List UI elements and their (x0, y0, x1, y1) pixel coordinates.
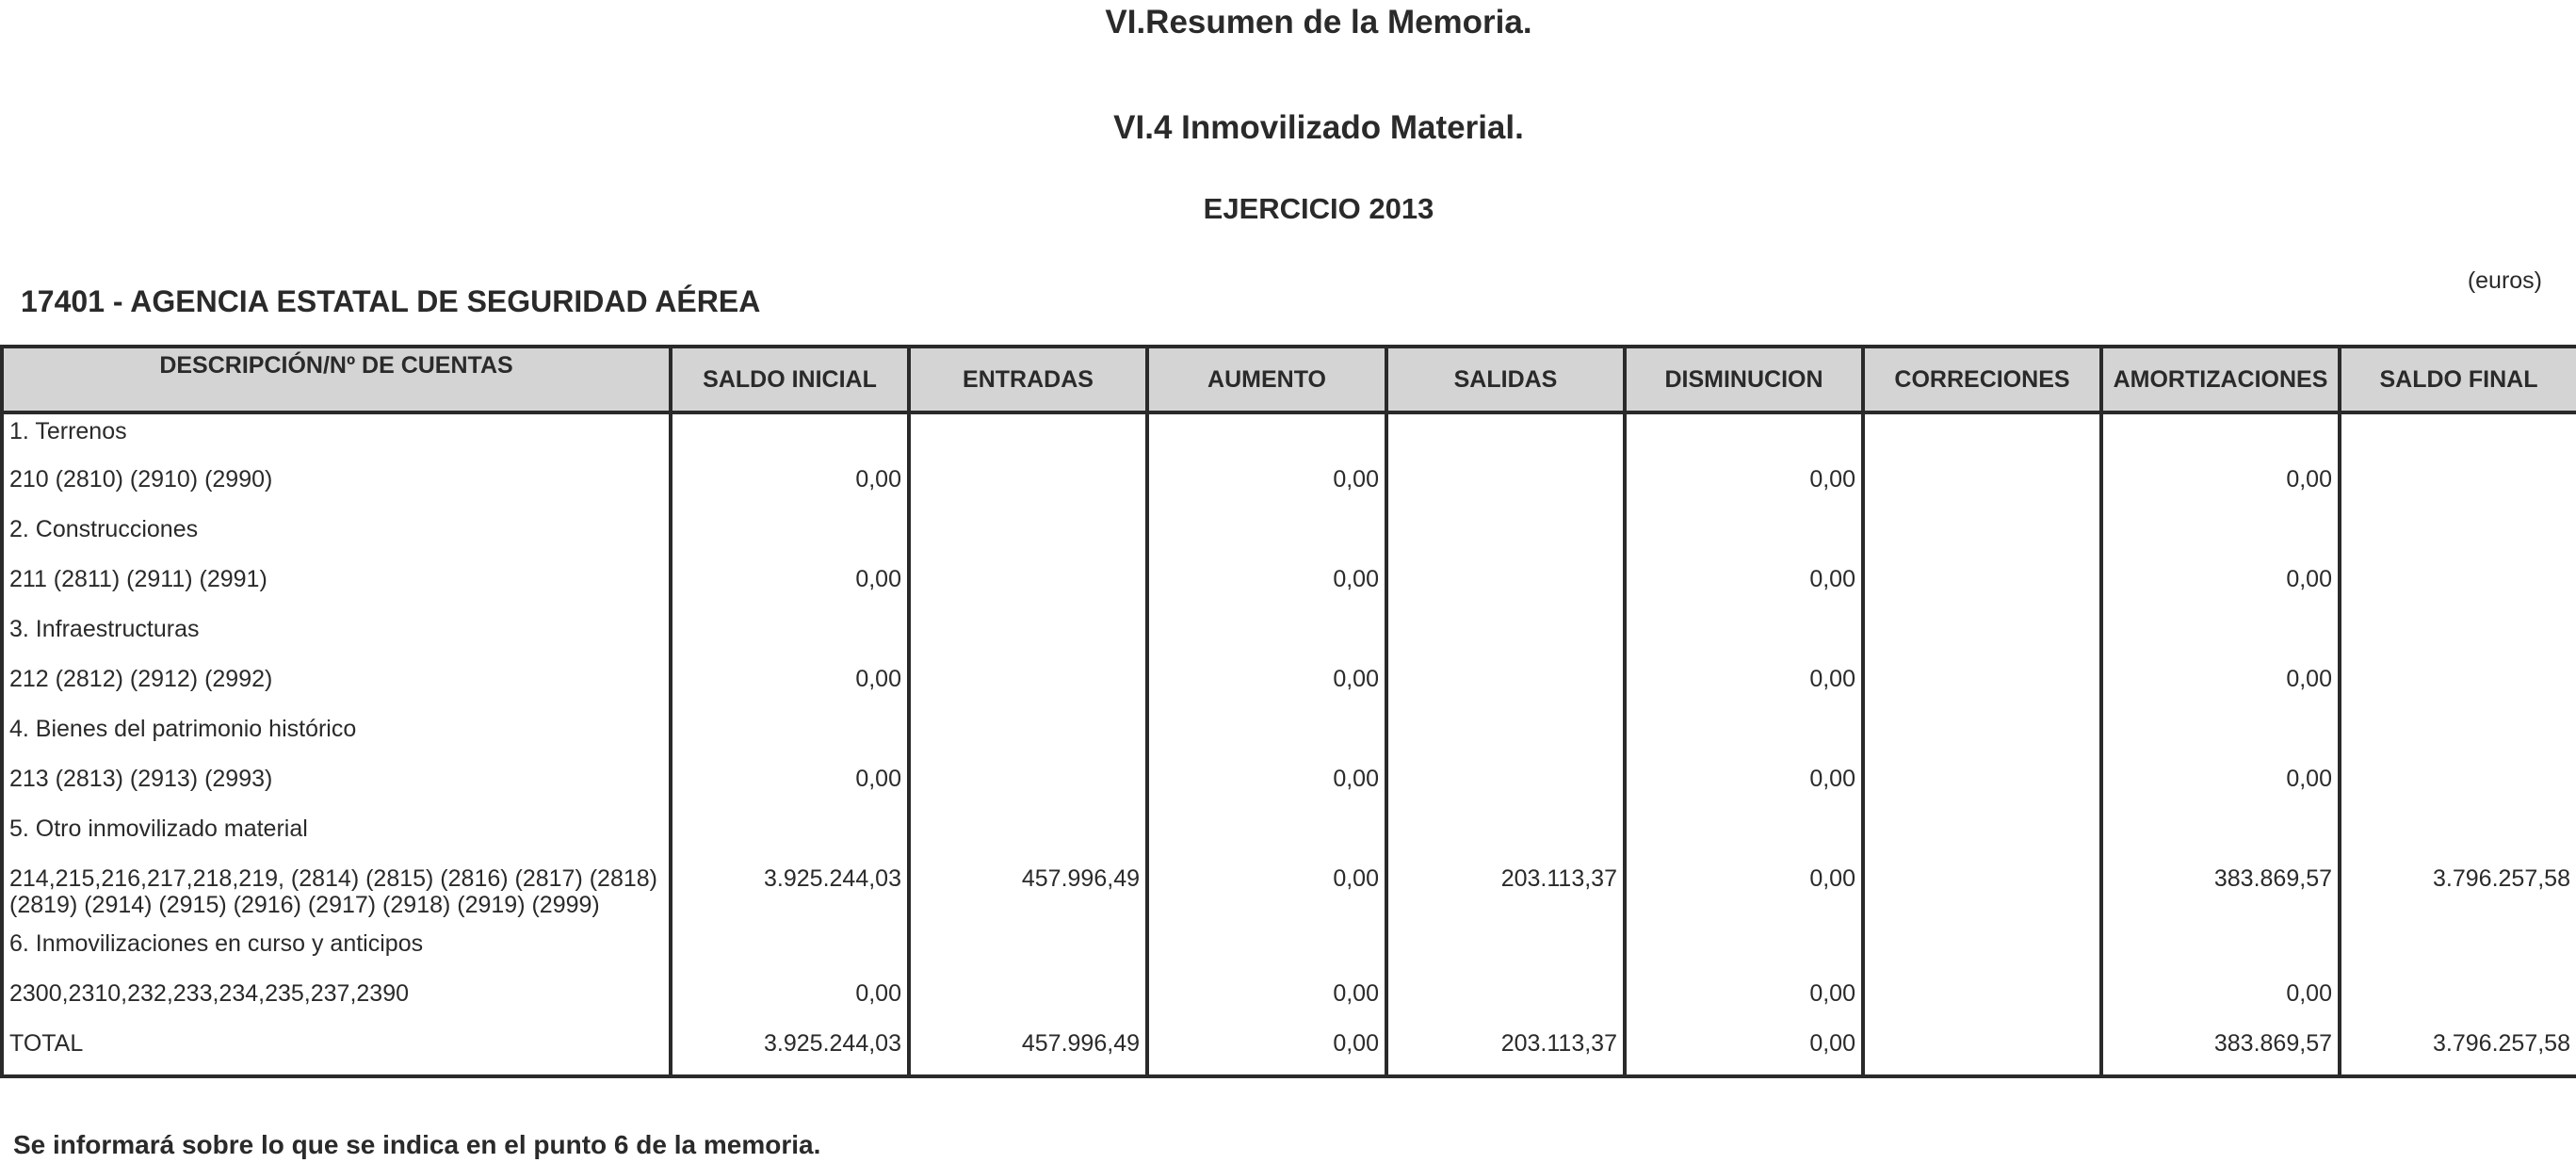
table-cell-value (2340, 562, 2576, 612)
table-cell-value (909, 412, 1147, 462)
table-row (2, 977, 2576, 1026)
table-cell-value (671, 512, 909, 562)
table-cell-value (1863, 977, 2101, 1026)
table-cell-value (2340, 662, 2576, 712)
table-cell-value (1863, 762, 2101, 812)
table-cell-description: 214,215,216,217,218,219, (2814) (2815) (2816) (2817) (2818) (2819) (2914) (2915) (2916) (2917) (2918) (2919) (2999) (2, 862, 671, 927)
table-cell-value (2101, 927, 2340, 977)
table-cell-value (1863, 462, 2101, 512)
table-cell-value (2101, 512, 2340, 562)
table-body (2, 412, 2576, 1076)
table-cell-value (909, 977, 1147, 1026)
table-cell-value (909, 812, 1147, 862)
table-cell-value (1863, 927, 2101, 977)
table-cell-value: 0,00 (1147, 462, 1386, 512)
table-cell-value (1147, 712, 1386, 762)
table-cell-value (1386, 977, 1625, 1026)
table-cell-value: 203.113,37 (1386, 1026, 1625, 1076)
column-header-aumento: AUMENTO (1147, 347, 1386, 412)
table-cell-description: 1. Terrenos (2, 412, 671, 462)
table-cell-description: 213 (2813) (2913) (2993) (2, 762, 671, 812)
table-cell-value (1863, 662, 2101, 712)
table-cell-value: 3.925.244,03 (671, 1026, 909, 1076)
table-cell-value (671, 927, 909, 977)
column-header-saldo-inicial: SALDO INICIAL (671, 347, 909, 412)
column-header-correciones: CORRECIONES (1863, 347, 2101, 412)
table-cell-value (1625, 612, 1863, 662)
table-cell-value: 0,00 (671, 662, 909, 712)
table-cell-value: 0,00 (1625, 862, 1863, 927)
table-row (2, 562, 2576, 612)
table-cell-value (1625, 812, 1863, 862)
column-header-description: DESCRIPCIÓN/Nº DE CUENTAS (2, 347, 671, 412)
table-row (2, 812, 2576, 862)
table-cell-value: 0,00 (1147, 862, 1386, 927)
table-cell-description: 2300,2310,232,233,234,235,237,2390 (2, 977, 671, 1026)
table-cell-value: 0,00 (1625, 562, 1863, 612)
table-row (2, 412, 2576, 462)
table-cell-value (1147, 612, 1386, 662)
table-cell-value (1863, 812, 2101, 862)
table-cell-value (1863, 412, 2101, 462)
table-cell-value (909, 462, 1147, 512)
table-cell-value (2101, 812, 2340, 862)
table-row (2, 762, 2576, 812)
page-title: VI.Resumen de la Memoria. (1105, 4, 1532, 40)
table-cell-value (1863, 862, 2101, 927)
table-cell-value: 0,00 (2101, 462, 2340, 512)
table-total-row (2, 1026, 2576, 1076)
exercise-year: EJERCICIO 2013 (1203, 192, 1434, 225)
table-cell-value (1625, 927, 1863, 977)
table-cell-value (1147, 812, 1386, 862)
table-cell-value: 0,00 (1625, 662, 1863, 712)
table-cell-value (2340, 462, 2576, 512)
table-cell-value (671, 812, 909, 862)
table-cell-value (909, 662, 1147, 712)
table-cell-value (1386, 562, 1625, 612)
table-cell-value (909, 512, 1147, 562)
table-cell-value (2340, 927, 2576, 977)
table-cell-description: 211 (2811) (2911) (2991) (2, 562, 671, 612)
table-cell-description: 210 (2810) (2910) (2990) (2, 462, 671, 512)
table-cell-value (2340, 712, 2576, 762)
table-cell-value: 0,00 (1625, 462, 1863, 512)
table-cell-value (1147, 512, 1386, 562)
table-cell-value (1386, 712, 1625, 762)
table-row (2, 712, 2576, 762)
table-cell-value (671, 412, 909, 462)
table-cell-value: 203.113,37 (1386, 862, 1625, 927)
table-cell-value: 0,00 (1147, 1026, 1386, 1076)
table-cell-value (1863, 562, 2101, 612)
table-cell-value: 0,00 (1147, 662, 1386, 712)
table-cell-value (1863, 512, 2101, 562)
currency-units: (euros) (2467, 267, 2542, 294)
table-cell-value (2340, 762, 2576, 812)
table-cell-value (1863, 612, 2101, 662)
table-cell-value (2340, 512, 2576, 562)
table-cell-value: 0,00 (1625, 762, 1863, 812)
table-cell-value (1625, 512, 1863, 562)
table-cell-value: 0,00 (671, 762, 909, 812)
table-cell-description: 3. Infraestructuras (2, 612, 671, 662)
table-cell-value (909, 712, 1147, 762)
column-header-amortizaciones: AMORTIZACIONES (2101, 347, 2340, 412)
column-header-entradas: ENTRADAS (909, 347, 1147, 412)
table-cell-value (1386, 462, 1625, 512)
entity-name: 17401 - AGENCIA ESTATAL DE SEGURIDAD AÉREA (21, 284, 761, 318)
table-row (2, 862, 2576, 927)
table-cell-value (2101, 712, 2340, 762)
footer-note: Se informará sobre lo que se indica en el punto 6 de la memoria. (13, 1130, 821, 1159)
table-cell-value (909, 612, 1147, 662)
table-cell-value: 0,00 (2101, 662, 2340, 712)
column-header-disminucion: DISMINUCION (1625, 347, 1863, 412)
table-cell-value (1386, 412, 1625, 462)
column-header-saldo-final: SALDO FINAL (2340, 347, 2576, 412)
table-cell-value: 0,00 (671, 562, 909, 612)
table-cell-value: 0,00 (2101, 977, 2340, 1026)
table-header-row (2, 347, 2576, 412)
table-cell-value: 457.996,49 (909, 1026, 1147, 1076)
table-cell-value (1147, 412, 1386, 462)
table-cell-value (2340, 812, 2576, 862)
table-row (2, 662, 2576, 712)
table-cell-value (909, 762, 1147, 812)
table-cell-value: 0,00 (2101, 562, 2340, 612)
table-row (2, 462, 2576, 512)
table-cell-value: 0,00 (2101, 762, 2340, 812)
table-row (2, 512, 2576, 562)
table-cell-value (1625, 412, 1863, 462)
table-cell-description: 4. Bienes del patrimonio histórico (2, 712, 671, 762)
table-cell-value (2340, 412, 2576, 462)
table-cell-value: 3.796.257,58 (2340, 1026, 2576, 1076)
table-cell-value: 0,00 (1147, 762, 1386, 812)
table-cell-value (1147, 927, 1386, 977)
table-row (2, 927, 2576, 977)
table-cell-value (1386, 762, 1625, 812)
section-subtitle: VI.4 Inmovilizado Material. (1113, 109, 1524, 146)
table-cell-description: TOTAL (2, 1026, 671, 1076)
table-cell-value (1386, 662, 1625, 712)
table-cell-description: 5. Otro inmovilizado material (2, 812, 671, 862)
table-cell-value (671, 612, 909, 662)
table-cell-description: 6. Inmovilizaciones en curso y anticipos (2, 927, 671, 977)
table-cell-value: 383.869,57 (2101, 862, 2340, 927)
table-cell-value: 0,00 (1147, 977, 1386, 1026)
table-cell-value: 0,00 (1625, 1026, 1863, 1076)
table-cell-value: 0,00 (1625, 977, 1863, 1026)
table-cell-value (2340, 977, 2576, 1026)
table-cell-value (909, 927, 1147, 977)
table-cell-value: 3.925.244,03 (671, 862, 909, 927)
table-cell-value (671, 712, 909, 762)
table-cell-value (1386, 927, 1625, 977)
table-cell-description: 212 (2812) (2912) (2992) (2, 662, 671, 712)
table-row (2, 612, 2576, 662)
table-cell-value: 383.869,57 (2101, 1026, 2340, 1076)
table-cell-value (1625, 712, 1863, 762)
table-cell-value (2101, 612, 2340, 662)
table-cell-value (1863, 1026, 2101, 1076)
table-cell-description: 2. Construcciones (2, 512, 671, 562)
table-cell-value: 0,00 (1147, 562, 1386, 612)
table-cell-value (909, 562, 1147, 612)
table-cell-value (1386, 612, 1625, 662)
table-cell-value (1386, 512, 1625, 562)
table-cell-value: 0,00 (671, 977, 909, 1026)
fixed-assets-table (0, 345, 2576, 1078)
table-cell-value: 0,00 (671, 462, 909, 512)
table-cell-value: 457.996,49 (909, 862, 1147, 927)
table-cell-value (2340, 612, 2576, 662)
table-cell-value (2101, 412, 2340, 462)
column-header-salidas: SALIDAS (1386, 347, 1625, 412)
table-cell-value (1386, 812, 1625, 862)
table-cell-value: 3.796.257,58 (2340, 862, 2576, 927)
table-cell-value (1863, 712, 2101, 762)
